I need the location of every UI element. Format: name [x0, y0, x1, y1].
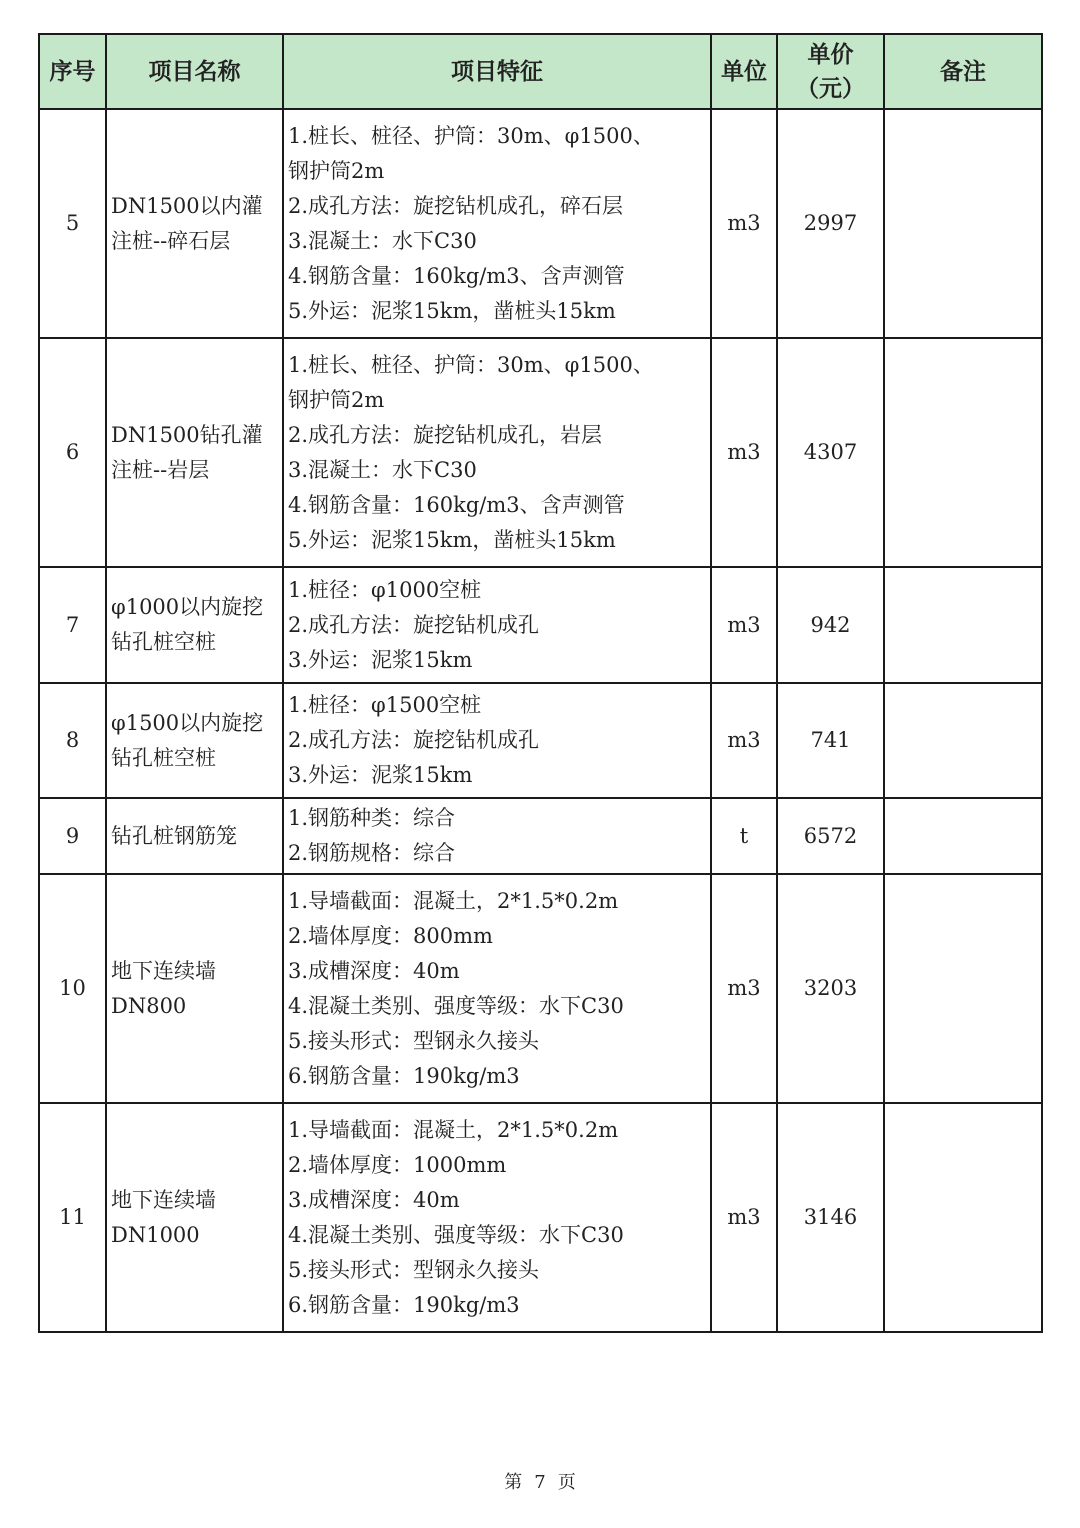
feature-line: 2.墙体厚度：800mm — [288, 923, 493, 948]
feature-line: 1.桩径：φ1000空桩 — [288, 577, 482, 602]
table-row — [39, 874, 1042, 1103]
feature-line: 4.混凝土类别、强度等级：水下C30 — [288, 1222, 624, 1247]
feature-line: 6.钢筋含量：190kg/m3 — [288, 1063, 520, 1088]
row-unit-price-cell: 4307 — [777, 338, 884, 567]
feature-line: 钢护筒2m — [288, 387, 385, 412]
header-unit-price — [777, 34, 884, 109]
header-unit: 单位 — [711, 34, 777, 109]
table-row — [39, 567, 1042, 683]
feature-line: 1.桩径：φ1500空桩 — [288, 693, 482, 717]
row-item-features-cell — [283, 338, 711, 567]
row-unit-cell: m3 — [711, 567, 777, 683]
row-remark-cell — [884, 874, 1042, 1103]
feature-line: 5.外运：泥浆15km，凿桩头15km — [288, 298, 616, 323]
header-index: 序号 — [39, 34, 106, 109]
row-item-name-cell — [106, 1103, 283, 1332]
row-item-name-cell — [106, 874, 283, 1103]
row-unit-cell: m3 — [711, 338, 777, 567]
price-list-sheet — [38, 33, 1041, 1333]
feature-line: 2.成孔方法：旋挖钻机成孔 — [288, 612, 540, 637]
row-item-name-cell — [106, 567, 283, 683]
table-body — [39, 109, 1042, 1332]
row-unit-price-cell: 3146 — [777, 1103, 884, 1332]
row-unit-cell: m3 — [711, 874, 777, 1103]
price-list-table — [38, 33, 1043, 1333]
feature-line: 1.导墙截面：混凝土，2*1.5*0.2m — [288, 1117, 619, 1142]
item-name-line: DN800 — [111, 993, 187, 1018]
table-row — [39, 109, 1042, 338]
row-item-features-cell — [283, 109, 711, 338]
feature-line: 5.外运：泥浆15km，凿桩头15km — [288, 527, 616, 552]
row-unit-price-cell: 3203 — [777, 874, 884, 1103]
row-unit-cell: m3 — [711, 1103, 777, 1332]
page-number: 7 — [534, 1472, 546, 1493]
table-row — [39, 798, 1042, 874]
row-index-cell: 6 — [39, 338, 106, 567]
feature-line: 2.成孔方法：旋挖钻机成孔，碎石层 — [288, 193, 624, 218]
feature-line: 4.混凝土类别、强度等级：水下C30 — [288, 993, 624, 1018]
row-remark-cell — [884, 338, 1042, 567]
row-unit-cell: t — [711, 798, 777, 874]
row-remark-cell — [884, 1103, 1042, 1332]
row-index-cell: 10 — [39, 874, 106, 1103]
row-index-cell: 11 — [39, 1103, 106, 1332]
feature-line: 4.钢筋含量：160kg/m3、含声测管 — [288, 492, 625, 517]
row-item-name-cell — [106, 338, 283, 567]
row-index-cell: 8 — [39, 683, 106, 798]
row-item-name-cell — [106, 798, 283, 874]
page-number-suffix: 页 — [557, 1472, 576, 1493]
feature-line: 4.钢筋含量：160kg/m3、含声测管 — [288, 263, 625, 288]
row-item-features-cell — [283, 1103, 711, 1332]
feature-line: 2.墙体厚度：1000mm — [288, 1152, 507, 1177]
item-name-line: DN1500钻孔灌 — [111, 422, 263, 447]
feature-line: 3.成槽深度：40m — [288, 958, 460, 983]
row-remark-cell — [884, 567, 1042, 683]
feature-line: 2.成孔方法：旋挖钻机成孔 — [288, 728, 540, 752]
page-footer — [0, 1468, 1080, 1494]
item-name-line: DN1000 — [111, 1222, 200, 1247]
feature-line: 1.导墙截面：混凝土，2*1.5*0.2m — [288, 888, 619, 913]
row-unit-price-cell: 741 — [777, 683, 884, 798]
feature-line: 3.外运：泥浆15km — [288, 647, 473, 672]
table-row — [39, 338, 1042, 567]
feature-line: 1.桩长、桩径、护筒：30m、φ1500、 — [288, 123, 654, 148]
header-item-name: 项目名称 — [106, 34, 283, 109]
feature-line: 3.混凝土：水下C30 — [288, 228, 477, 253]
row-item-features-cell — [283, 567, 711, 683]
header-unit-price-line1: 单价 — [807, 41, 854, 68]
item-name-line: φ1500以内旋挖 — [111, 710, 264, 735]
feature-line: 5.接头形式：型钢永久接头 — [288, 1257, 540, 1282]
row-unit-price-cell: 2997 — [777, 109, 884, 338]
row-unit-price-cell: 6572 — [777, 798, 884, 874]
feature-line: 6.钢筋含量：190kg/m3 — [288, 1292, 520, 1317]
row-item-features-cell — [283, 683, 711, 798]
item-name-line: 地下连续墙 — [111, 958, 216, 983]
table-row — [39, 683, 1042, 798]
item-name-line: 钻孔桩钢筋笼 — [111, 823, 237, 848]
item-name-line: 钻孔桩空桩 — [111, 630, 216, 654]
item-name-line: 地下连续墙 — [111, 1187, 216, 1212]
row-item-features-cell — [283, 874, 711, 1103]
table-row — [39, 1103, 1042, 1332]
item-name-line: DN1500以内灌 — [111, 193, 263, 218]
feature-line: 钢护筒2m — [288, 158, 385, 183]
header-item-features: 项目特征 — [283, 34, 711, 109]
item-name-line: 钻孔桩空桩 — [111, 745, 216, 770]
feature-line: 3.混凝土：水下C30 — [288, 457, 477, 482]
header-unit-price-line2: （元） — [796, 75, 865, 102]
feature-line: 3.成槽深度：40m — [288, 1187, 460, 1212]
feature-line: 2.成孔方法：旋挖钻机成孔，岩层 — [288, 422, 603, 447]
feature-line: 2.钢筋规格：综合 — [288, 841, 456, 865]
item-name-line: 注桩--岩层 — [111, 457, 210, 482]
row-item-features-cell — [283, 798, 711, 874]
feature-line: 3.外运：泥浆15km — [288, 763, 473, 787]
row-index-cell: 5 — [39, 109, 106, 338]
page-number-prefix: 第 — [504, 1472, 523, 1493]
feature-line: 1.桩长、桩径、护筒：30m、φ1500、 — [288, 352, 654, 377]
item-name-line: φ1000以内旋挖 — [111, 595, 264, 619]
row-unit-cell: m3 — [711, 683, 777, 798]
row-item-name-cell — [106, 683, 283, 798]
row-remark-cell — [884, 109, 1042, 338]
item-name-line: 注桩--碎石层 — [111, 228, 231, 253]
row-remark-cell — [884, 683, 1042, 798]
row-item-name-cell — [106, 109, 283, 338]
row-index-cell: 9 — [39, 798, 106, 874]
row-unit-cell: m3 — [711, 109, 777, 338]
feature-line: 5.接头形式：型钢永久接头 — [288, 1028, 540, 1053]
row-remark-cell — [884, 798, 1042, 874]
feature-line: 1.钢筋种类：综合 — [288, 806, 456, 830]
table-header-row — [39, 34, 1042, 109]
row-index-cell: 7 — [39, 567, 106, 683]
row-unit-price-cell: 942 — [777, 567, 884, 683]
header-remark: 备注 — [884, 34, 1042, 109]
